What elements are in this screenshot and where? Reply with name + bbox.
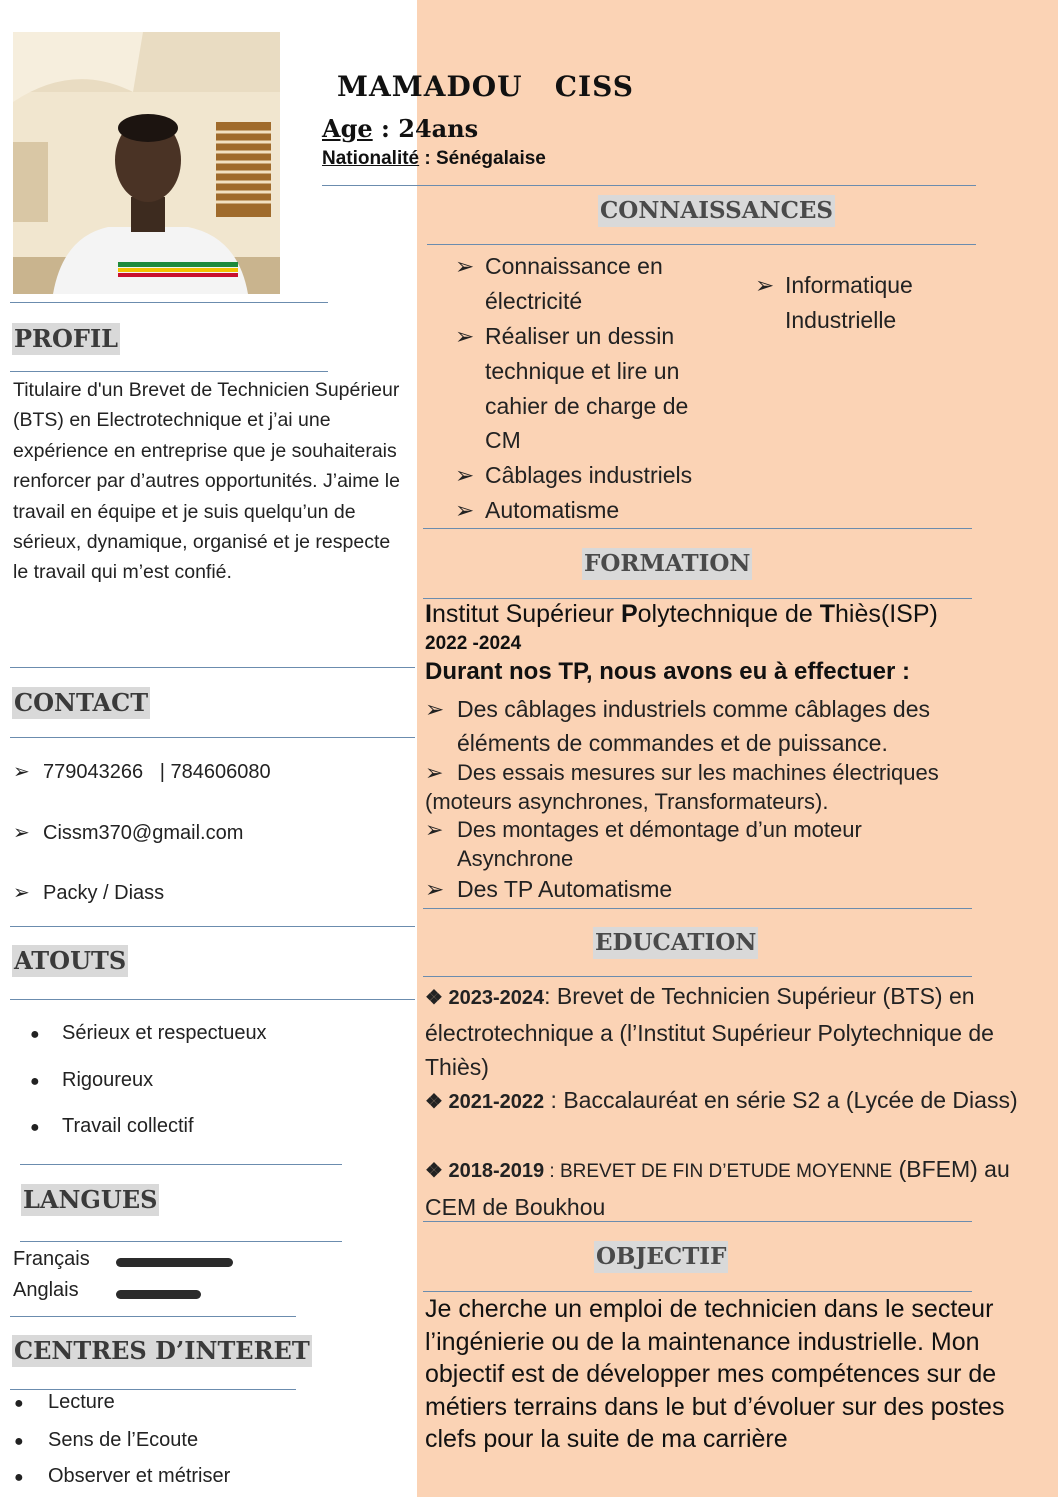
candidate-name: MAMADOU CISS [337,70,634,103]
formation-item: ➢ Des montages et démontage d’un moteur Asynchrone [425,817,862,871]
divider [10,999,415,1000]
email-text: Cissm370@gmail.com [43,822,244,844]
connaissances-title: CONNAISSANCES [598,195,835,227]
divider [10,667,415,668]
profil-text: Titulaire d'un Brevet de Technicien Supérieur (BTS) en Electrotechnique et j’ai une expérience en entreprise que je souhaiterais renforcer par d’autres opportunités. J’aime le travail en équipe et je suis quelqu’un de sérieux, dynamique, organisé et je respecte le travail qui m’est confié. [13,379,400,584]
divider [423,1221,972,1222]
bullet-dot-icon: ● [30,1026,40,1043]
interet-item: ● Lecture [14,1391,115,1413]
connaissance-item: ➢ Informatique Industrielle [755,268,955,338]
divider [322,185,976,186]
bullet-dot-icon: ● [14,1469,24,1486]
address-text: Packy / Diass [43,882,165,904]
atout-item: ● Sérieux et respectueux [30,1022,267,1044]
age-line [322,114,478,143]
connaissance-item: ➢ Réaliser un dessin technique et lire un cahier de charge de CM [455,319,735,458]
profile-photo [13,32,280,294]
formation-item: ➢ Des TP Automatisme [425,876,673,902]
divider [10,926,415,927]
divider [423,908,972,909]
education-item: ❖ 2023-2024: Brevet de Technicien Supérieur (BTS) en électrotechnique a (l’Institut Supérieur Polytechnique de Thiès) [425,983,994,1080]
education-title: EDUCATION [593,927,758,959]
language-francais: Français [13,1248,90,1270]
connaissance-item: ➢ Automatisme [455,493,735,528]
divider [20,1164,342,1165]
divider [10,1316,296,1317]
contact-phone [13,759,271,784]
formation-item: ➢ Des essais mesures sur les machines électriques (moteurs asynchrones, Transformateurs). [425,760,939,814]
objectif-title: OBJECTIF [594,1241,728,1273]
bullet-dot-icon: ● [30,1119,40,1136]
contact-email [13,820,243,845]
arrow-bullet-icon: ➢ [13,761,30,783]
langues-title: LANGUES [23,1185,158,1214]
interets-title: CENTRES D’INTERET [14,1336,310,1365]
divider [423,1291,972,1292]
formation-title: FORMATION [582,548,752,580]
arrow-bullet-icon: ➢ [455,462,475,488]
education-item: ❖ 2018-2019 : BREVET DE FIN D’ETUDE MOYENNE (BFEM) au CEM de Boukhou [425,1156,1010,1220]
interet-item: ● Observer et métriser [14,1465,231,1487]
divider [10,302,328,303]
diamond-bullet-icon: ❖ [425,1160,449,1182]
divider [10,371,328,372]
divider [10,737,415,738]
interet-item: ● Sens de l’Ecoute [14,1429,199,1451]
language-level-bar [116,1258,233,1267]
divider [423,976,972,977]
education-item: ❖ 2021-2022 : Baccalauréat en série S2 a (Lycée de Diass) [425,1087,1018,1113]
divider [427,244,976,245]
arrow-bullet-icon: ➢ [425,696,445,722]
atout-item: ● Travail collectif [30,1115,194,1137]
divider [10,1389,296,1390]
nationality-value: : Sénégalaise [419,148,546,169]
arrow-bullet-icon: ➢ [13,822,30,844]
divider [20,1241,342,1242]
age-label: Age [322,114,373,143]
connaissance-item: ➢ Câblages industriels [455,458,745,493]
arrow-bullet-icon: ➢ [425,876,445,902]
nationality-label: Nationalité [322,148,420,169]
bullet-dot-icon: ● [14,1433,24,1450]
atout-item: ● Rigoureux [30,1069,154,1091]
language-level-bar [116,1290,201,1299]
formation-lead: Durant nos TP, nous avons eu à effectuer : [425,658,910,685]
arrow-bullet-icon: ➢ [455,497,475,523]
phone-text: 779043266 | 784606080 [43,761,271,783]
diamond-bullet-icon: ❖ [425,987,449,1009]
divider [423,598,972,599]
contact-title: CONTACT [14,688,149,717]
atouts-title: ATOUTS [14,946,127,975]
formation-years: 2022 -2024 [425,633,522,654]
bullet-dot-icon: ● [14,1395,24,1412]
arrow-bullet-icon: ➢ [455,323,475,349]
formation-institute: Institut Supérieur Polytechnique de Thiès(ISP) [425,600,938,628]
arrow-bullet-icon: ➢ [455,253,475,279]
arrow-bullet-icon: ➢ [425,760,444,785]
formation-item: ➢ Des câblages industriels comme câblages des éléments de commandes et de puissance. [425,692,1040,760]
objectif-text: Je cherche un emploi de technicien dans le secteur l’ingénierie ou de la maintenance industrielle. Mon objectif est de développer mes compétences sur de métiers terrains dans le but d’évoluer sur des postes clefs pour la suite de ma carrière [425,1295,1005,1453]
nationality-line [322,148,546,170]
age-value: : 24ans [372,114,479,143]
divider [423,528,972,529]
bullet-dot-icon: ● [30,1073,40,1090]
arrow-bullet-icon: ➢ [13,882,30,904]
arrow-bullet-icon: ➢ [755,272,775,298]
diamond-bullet-icon: ❖ [425,1091,449,1113]
language-anglais: Anglais [13,1279,79,1301]
connaissance-item: ➢ Connaissance en électricité [455,249,735,319]
arrow-bullet-icon: ➢ [425,817,444,842]
contact-address [13,880,164,905]
profil-title: PROFIL [14,324,119,353]
